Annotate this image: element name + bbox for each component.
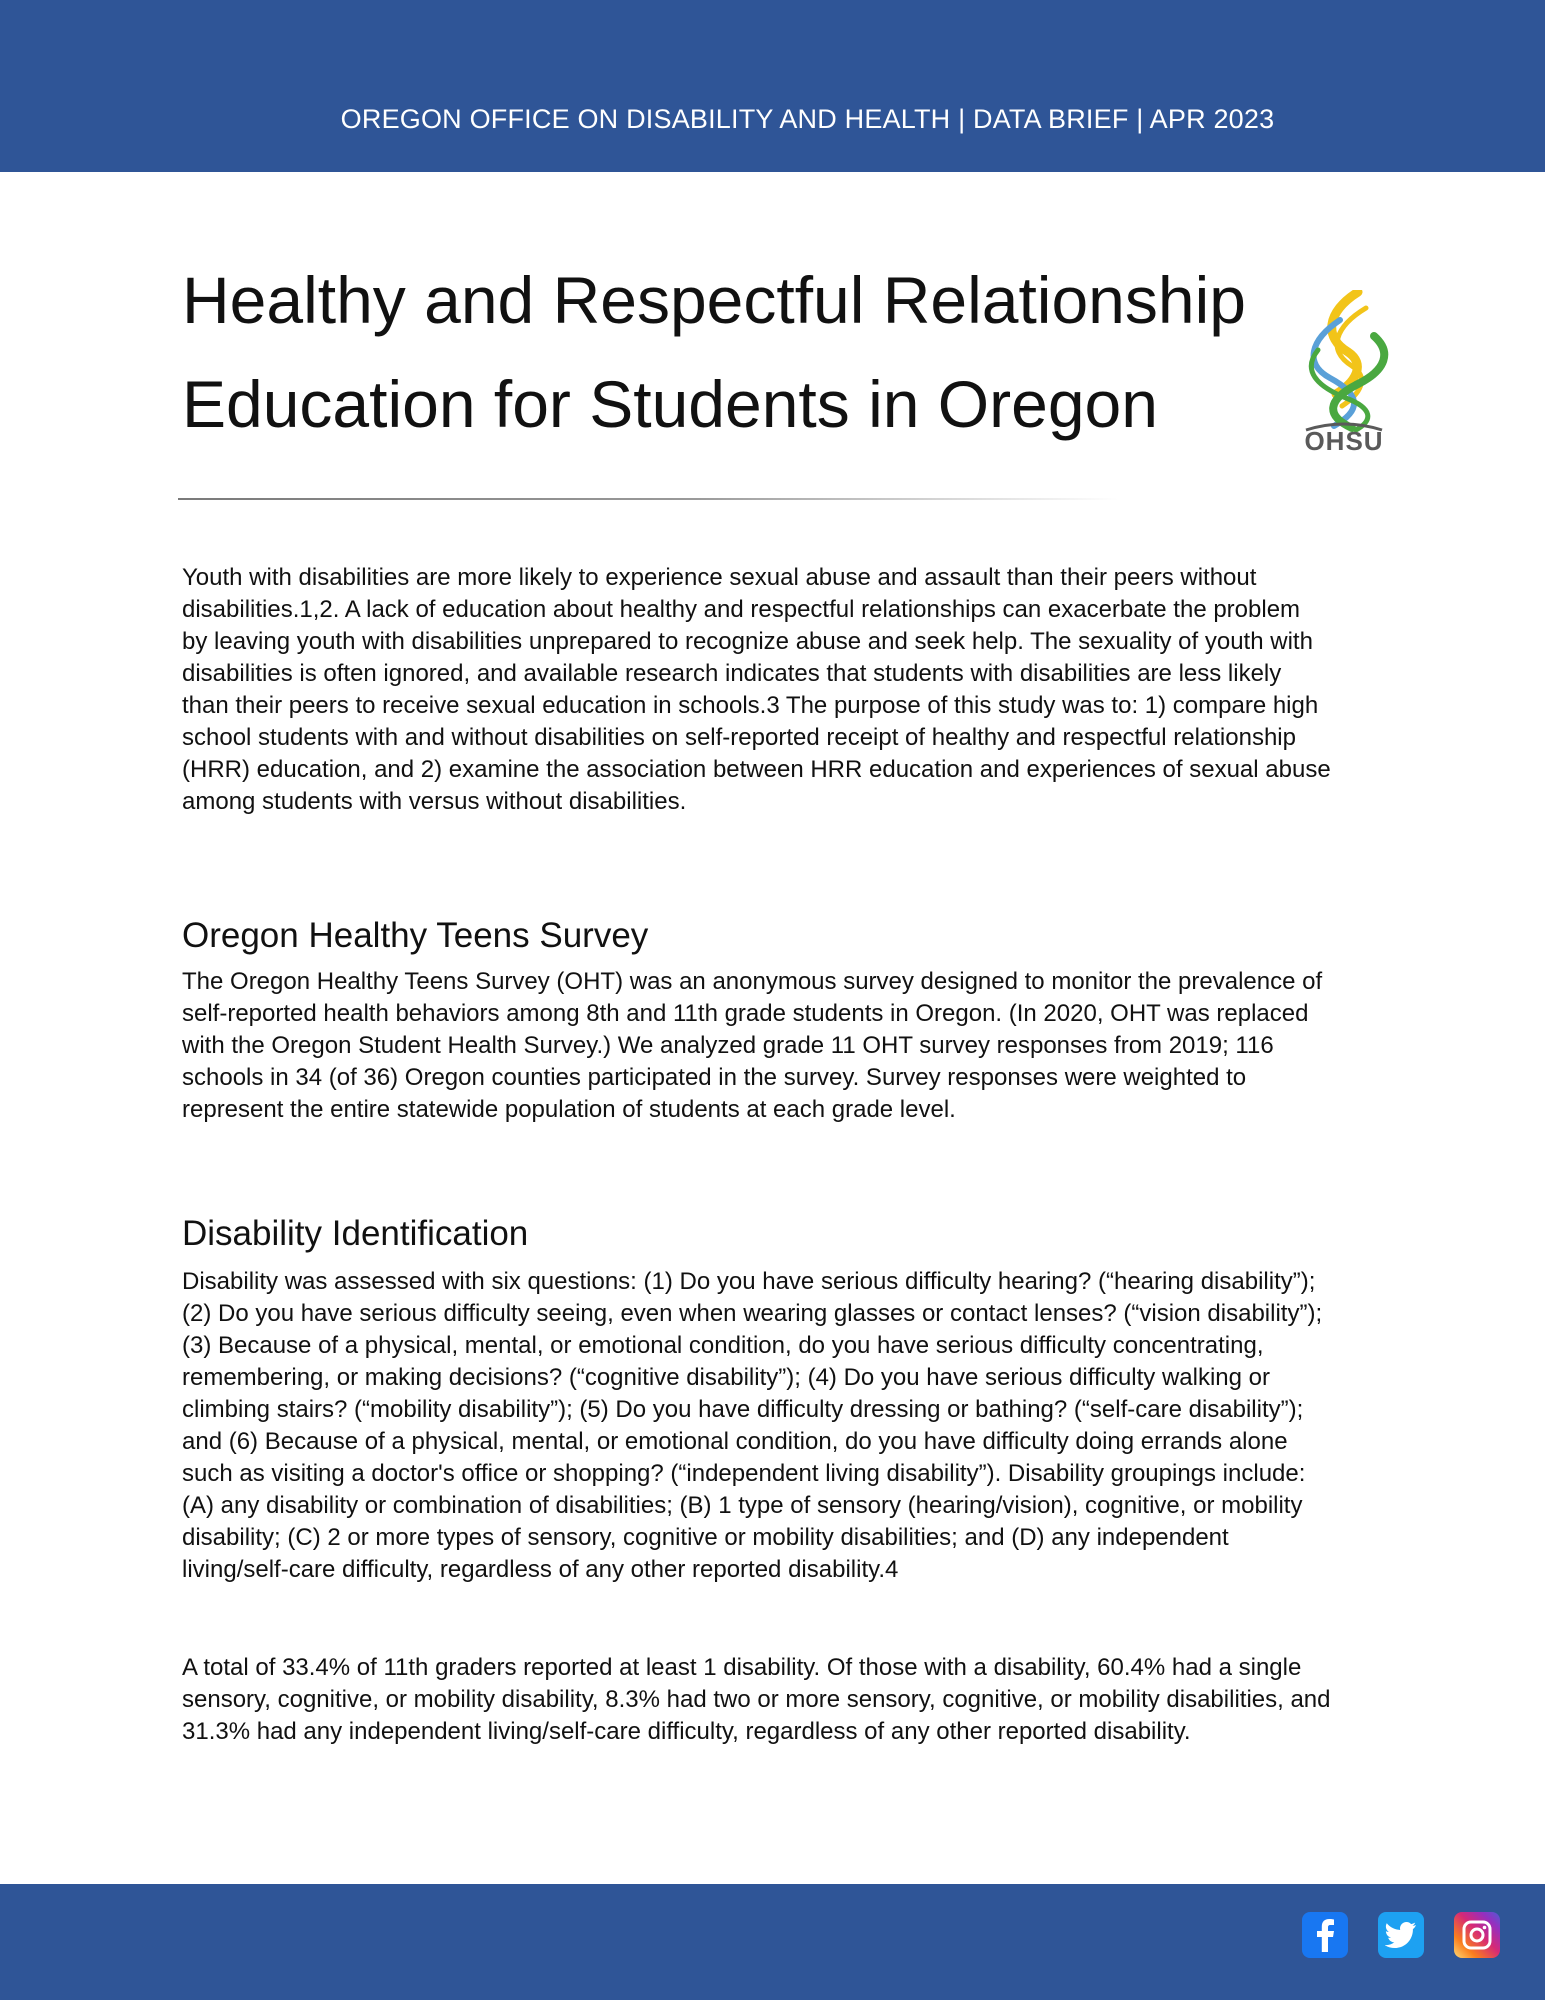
title-line-1: Healthy and Respectful Relationship (182, 263, 1246, 337)
intro-paragraph: Youth with disabilities are more likely to experience sexual abuse and assault than their peers without disabilities.1,2. A lack of education about healthy and respectful relationships can exacerbate the problem by leaving youth with disabilities unprepared to recognize abuse and seek help. The sexuality of youth with disabilities is often ignored, and available research indicates that students with disabilities are less likely than their peers to receive sexual education in schools.3 The purpose of this study was to: 1) compare high school students with and without disabilities on self-reported receipt of healthy and respectful relationship (HRR) education, and 2) examine the association between HRR education and experiences of sexual abuse among students with versus without disabilities. (182, 564, 1331, 815)
page-title (182, 248, 1282, 456)
section-heading-oht: Oregon Healthy Teens Survey (182, 916, 649, 955)
header-text: OREGON OFFICE ON DISABILITY AND HEALTH | DATA BRIEF | APR 2023 (340, 104, 1275, 134)
twitter-icon[interactable] (1378, 1912, 1424, 1958)
instagram-icon[interactable] (1454, 1912, 1500, 1958)
header-band (0, 0, 1545, 172)
section-body-disability-totals: A total of 33.4% of 11th graders reported at least 1 disability. Of those with a disability, 60.4% had a single sensory, cognitive, or mobility disability, 8.3% had two or more sensory, cognitive, or mobility disabilities, and 31.3% had any independent living/self-care difficulty, regardless of any other reported disability. (182, 1654, 1331, 1745)
title-line-2: Education for Students in Oregon (182, 367, 1158, 441)
facebook-icon[interactable] (1302, 1912, 1348, 1958)
logo-text: OHSU (1304, 426, 1384, 456)
section-body-oht: The Oregon Healthy Teens Survey (OHT) was an anonymous survey designed to monitor the prevalence of self-reported health behaviors among 8th and 11th grade students in Oregon. (In 2020, OHT was replaced with the Oregon Student Health Survey.) We analyzed grade 11 OHT survey responses from 2019; 116 schools in 34 (of 36) Oregon counties participated in the survey. Survey responses were weighted to represent the entire statewide population of students at each grade level. (182, 968, 1323, 1123)
section-heading-disability: Disability Identification (182, 1214, 529, 1253)
title-divider (178, 498, 1118, 500)
section-body-disability: Disability was assessed with six questions: (1) Do you have serious difficulty hearing? (“hearing disability”); (2) Do you have serious difficulty seeing, even when wearing glasses or contact lenses? (“vision disability”); (3) Because of a physical, mental, or emotional condition, do you have serious difficulty concentrating, remembering, or making decisions? (“cognitive disability”); (4) Do you have serious difficulty walking or climbing stairs? (“mobility disability”); (5) Do you have difficulty dressing or bathing? (“self-care disability”); and (6) Because of a physical, mental, or emotional condition, do you have difficulty doing errands alone such as visiting a doctor's office or shopping? (“independent living disability”). Disability groupings include: (A) any disability or combination of disabilities; (B) 1 type of sensory (hearing/vision), cognitive, or mobility disability; (C) 2 or more types of sensory, cognitive or mobility disabilities; and (D) any independent living/self-care difficulty, regardless of any other reported disability.4 (182, 1268, 1323, 1583)
